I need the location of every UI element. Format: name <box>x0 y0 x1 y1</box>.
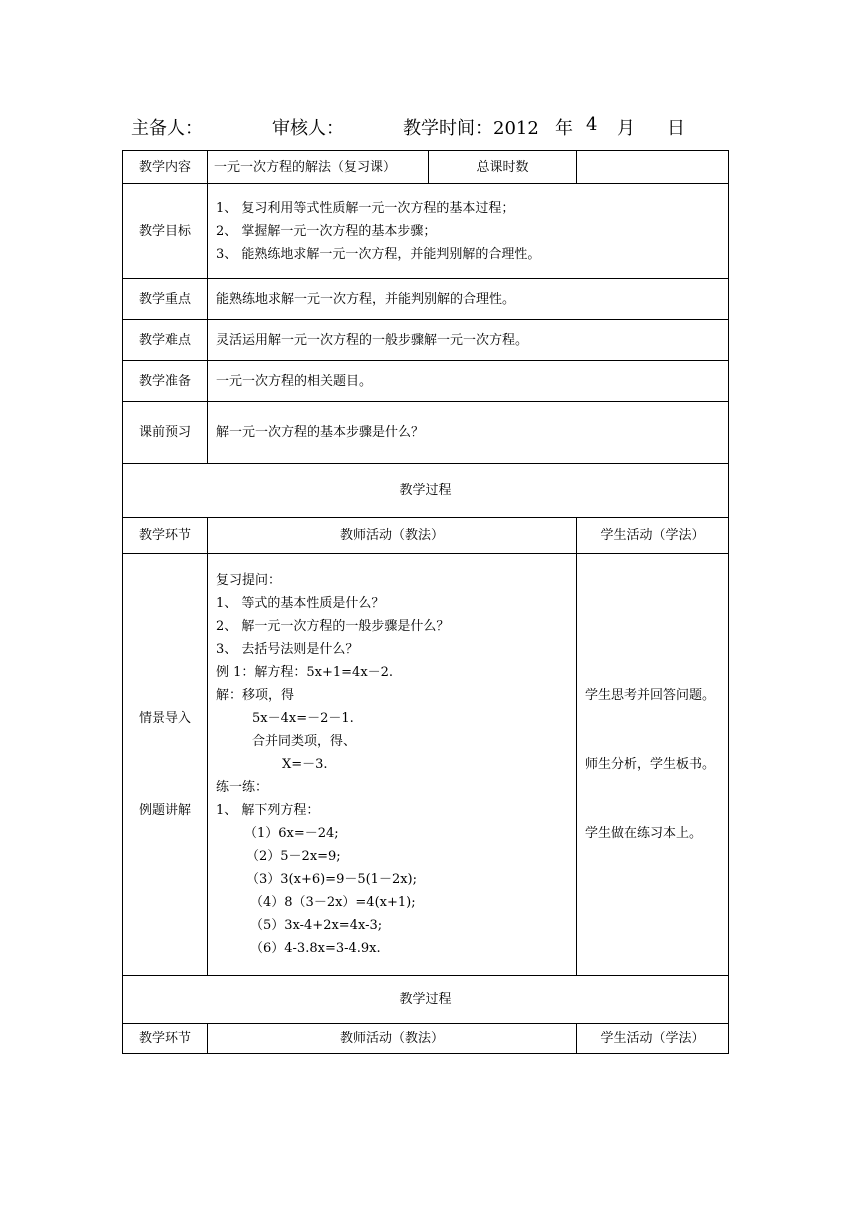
teacher-line: 3、 去括号法则是什么？ <box>216 642 359 657</box>
teacher-line: X=－3. <box>282 757 328 772</box>
exercise-item: （5）3x-4+2x=4x-3; <box>250 918 383 933</box>
preparation-value: 一元一次方程的相关题目。 <box>208 361 729 402</box>
difficulty-value: 灵活运用解一元一次方程的一般步骤解一元一次方程。 <box>208 320 729 361</box>
lesson-plan-table <box>122 150 729 1054</box>
content-label: 教学内容 <box>123 151 208 184</box>
teacher-line: 例 1：解方程：5x+1=4x－2. <box>216 665 394 680</box>
month-value: 4 <box>586 114 598 135</box>
goal-item: 1、 复习利用等式性质解一元一次方程的基本过程； <box>216 200 515 216</box>
goals-cell <box>208 184 729 279</box>
student-note: 师生分析，学生板书。 <box>585 757 716 772</box>
key-point-value: 能熟练地求解一元一次方程，并能判别解的合理性。 <box>208 279 729 320</box>
stage-cell <box>123 554 208 976</box>
preparer-label: 主备人： <box>131 118 203 139</box>
process-header-row <box>123 518 729 554</box>
teacher-line: 1、 等式的基本性质是什么？ <box>216 596 385 611</box>
key-point-row <box>123 279 729 320</box>
goals-label: 教学目标 <box>123 184 208 279</box>
key-point-label: 教学重点 <box>123 279 208 320</box>
exercise-item: （1）6x=－24; <box>244 826 339 841</box>
stage-column-header: 教学环节 <box>123 518 208 554</box>
difficulty-row <box>123 320 729 361</box>
goals-row <box>123 184 729 279</box>
goal-item: 3、 能熟练地求解一元一次方程，并能判别解的合理性。 <box>216 246 541 262</box>
teacher-line: 解：移项，得 <box>216 688 295 703</box>
teacher-line: 5x－4x=－2－1. <box>252 711 354 726</box>
teacher-line: 1、 解下列方程： <box>216 803 320 818</box>
teacher-line: 复习提问： <box>216 573 282 588</box>
day-label: 日 <box>667 118 685 139</box>
teacher-column-header: 教师活动（教法） <box>208 518 577 554</box>
process-title-2: 教学过程 <box>123 976 729 1024</box>
stage-column-header-2: 教学环节 <box>123 1024 208 1054</box>
student-column-header: 学生活动（学法） <box>577 518 729 554</box>
preview-row <box>123 402 729 464</box>
teacher-line: 2、 解一元一次方程的一般步骤是什么？ <box>216 619 450 634</box>
process-body-row <box>123 554 729 976</box>
teaching-time-label: 教学时间：2012 <box>403 118 539 139</box>
teacher-line: 合并同类项，得、 <box>252 734 357 749</box>
process-title: 教学过程 <box>123 464 729 518</box>
content-row <box>123 151 729 184</box>
exercise-item: （4）8（3－2x）=4(x+1); <box>250 895 416 910</box>
student-note: 学生做在练习本上。 <box>585 826 703 841</box>
teacher-activity-cell <box>208 554 577 976</box>
student-note: 学生思考并回答问题。 <box>585 688 716 703</box>
preview-value: 解一元一次方程的基本步骤是什么？ <box>208 402 729 464</box>
preview-label: 课前预习 <box>123 402 208 464</box>
month-label: 月 <box>617 118 635 139</box>
total-hours-value <box>577 151 729 184</box>
exercise-item: （2）5－2x=9; <box>246 849 341 864</box>
stage-intro: 情景导入 <box>138 711 191 726</box>
exercise-item: （3）3(x+6)=9－5(1－2x); <box>246 872 418 887</box>
total-hours-label: 总课时数 <box>429 151 577 184</box>
student-column-header-2: 学生活动（学法） <box>577 1024 729 1054</box>
student-activity-cell <box>577 554 729 976</box>
process-title-row <box>123 464 729 518</box>
process-header-row-2 <box>123 1024 729 1054</box>
goal-item: 2、 掌握解一元一次方程的基本步骤； <box>216 223 437 239</box>
teacher-line: 练一练： <box>216 780 269 795</box>
preparation-label: 教学准备 <box>123 361 208 402</box>
stage-example: 例题讲解 <box>138 803 191 818</box>
year-label: 年 <box>555 118 573 139</box>
preparation-row <box>123 361 729 402</box>
reviewer-label: 审核人： <box>272 118 344 139</box>
exercise-item: （6）4-3.8x=3-4.9x. <box>250 941 381 956</box>
teacher-column-header-2: 教师活动（教法） <box>208 1024 577 1054</box>
content-value: 一元一次方程的解法（复习课） <box>208 151 429 184</box>
difficulty-label: 教学难点 <box>123 320 208 361</box>
process-title-row-2 <box>123 976 729 1024</box>
